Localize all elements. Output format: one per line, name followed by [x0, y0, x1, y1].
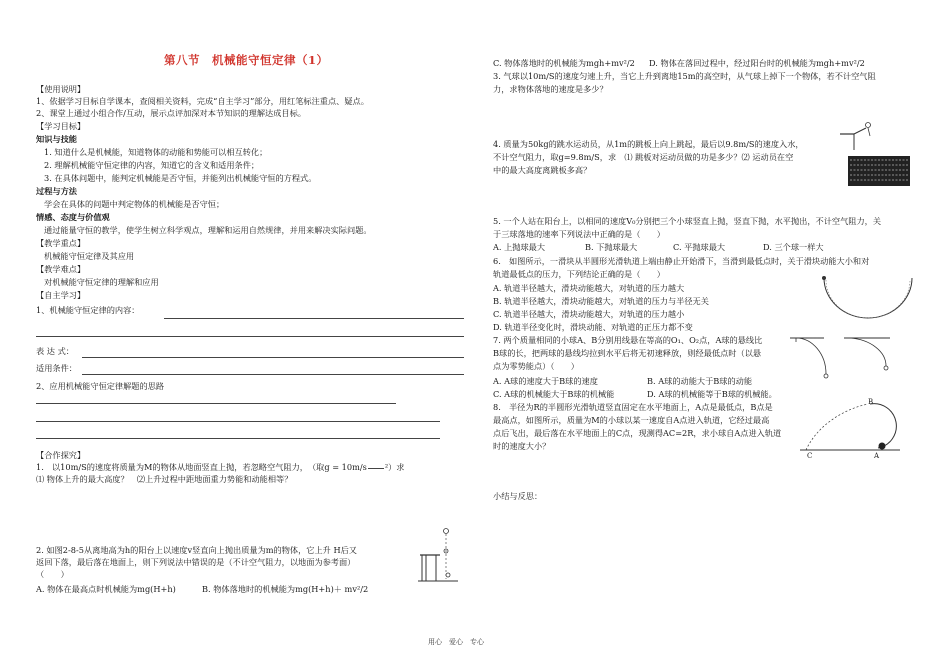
balcony-figure — [418, 525, 458, 585]
usage-line-2: 2、课堂上通过小组合作/互动，展示点评加深对本节知识的理解达成目标。 — [36, 108, 306, 118]
page-footer: 用心 爱心 专心 — [428, 638, 484, 646]
condition-label: 适用条件： — [36, 363, 77, 373]
question-6-option-b: B. 轨道半径越大，滑块动能越大，对轨道的压力与半径无关 — [493, 296, 709, 306]
question-8-line-4: 时的速度大小？ — [493, 441, 551, 451]
knowledge-item-2: 2. 理解机械能守恒定律的内容，知道它的含义和适用条件； — [44, 160, 260, 170]
goals-heading: 【学习目标】 — [36, 121, 86, 131]
diving-board-figure — [840, 120, 915, 192]
question-2-line-1: 2. 如图2-8-5从离地高为h的阳台上以速度v竖直向上抛出质量为m的物体，它上升 H后又 — [36, 545, 357, 555]
knowledge-heading: 知识与技能 — [36, 134, 77, 144]
answer-line — [164, 318, 464, 319]
blank-rule — [368, 468, 384, 469]
question-6-option-d: D. 轨道半径变化时，滑块动能、对轨道的正压力都不变 — [493, 322, 693, 332]
question-8-line-1: 8. 半径为R的半圆形光滑轨道竖直固定在水平地面上，A点是最低点，B点是 — [493, 402, 773, 412]
attitude-heading: 情感、态度与价值观 — [36, 212, 110, 222]
question-2-line-2: 返回下落，最后落在地面上，则下列说法中错误的是（不计空气阻力，以地面为参考面） — [36, 557, 356, 567]
self-study-heading: 【自主学习】 — [36, 290, 86, 300]
question-6-line-2: 轨道最低点的压力，下列结论正确的是（ ） — [493, 269, 665, 279]
point-label-b: B — [868, 398, 874, 406]
cooperation-heading: 【合作探究】 — [36, 450, 86, 460]
cooperation-question-1-tail: ²）求 — [384, 462, 405, 472]
question-6-option-c: C. 轨道半径越大，滑块动能越大，对轨道的压力越小 — [493, 309, 685, 319]
page-title: 第八节 机械能守恒定律（1） — [164, 53, 329, 67]
summary-label: 小结与反思： — [493, 491, 543, 501]
question-7-option-a: A. A球的速度大于B球的速度 — [493, 376, 598, 386]
process-heading: 过程与方法 — [36, 186, 77, 196]
question-3-line-2: 力，求物体落地的速度是多少？ — [493, 84, 608, 94]
question-7-option-c: C. A球的机械能大于B球的机械能 — [493, 389, 615, 399]
question-4-line-1: 4. 质量为50kg的跳水运动员，从1m的跳板上向上跳起，最后以9.8m/S的速度入水， — [493, 139, 804, 149]
process-item-1: 学会在具体的问题中判定物体的机械能是否守恒； — [44, 199, 225, 209]
question-5-option-c: C. 平抛球最大 — [673, 242, 726, 252]
semicircle-track-figure — [820, 276, 916, 324]
cooperation-question-1-parts: ⑴ 物体上升的最大高度？ ⑵上升过程中距地面重力势能和动能相等？ — [36, 474, 293, 484]
expression-label: 表 达 式： — [36, 346, 74, 356]
answer-line — [36, 438, 440, 439]
question-5-option-b: B. 下抛球最大 — [585, 242, 638, 252]
difficulty-heading: 【教学难点】 — [36, 264, 86, 274]
knowledge-item-1: 1. 知道什么是机械能，知道物体的动能和势能可以相互转化； — [44, 147, 268, 157]
question-7-line-2: B球的长，把两球的悬线均拉到水平后将无初速释放，则经最低点时（以悬 — [493, 348, 762, 358]
question-5-line-2: 于三球落地的速率下列说法中正确的是（ ） — [493, 229, 665, 239]
answer-line — [36, 336, 464, 337]
question-8-line-3: 点后飞出，最后落在水平地面上的C点，现测得AC=2R，求小球自A点进入轨道 — [493, 428, 782, 438]
question-6-line-1: 6. 如图所示，一滑块从半圆形光滑轨道上端由静止开始滑下，当滑到最低点时，关于滑块动能大小和对 — [493, 256, 870, 266]
usage-line-1: 1、依据学习目标自学课本，查阅相关资料，完成“自主学习”部分，用红笔标注重点、疑点。 — [36, 96, 369, 106]
question-5-option-a: A. 上抛球最大 — [493, 242, 546, 252]
self-study-question-1: 1、机械能守恒定律的内容： — [36, 305, 140, 315]
water-block — [848, 156, 910, 186]
question-5-line-1: 5. 一个人站在阳台上，以相同的速度V₀分别把三个小球竖直上抛，竖直下抛，水平抛出，不计空气阻力，关 — [493, 216, 882, 226]
answer-line — [36, 421, 440, 422]
question-2-option-b: B. 物体落地时的机械能为mg(H+h)＋ mv²/2 — [202, 584, 369, 594]
question-2-option-a: A. 物体在最高点时机械能为mg(H+h) — [36, 584, 176, 594]
question-4-line-2: 不计空气阻力，取g=9.8m/S，求 ⑴ 跳板对运动员做的功是多少？⑵ 运动员在空 — [493, 152, 794, 162]
cooperation-question-1 — [36, 462, 404, 473]
question-2-option-c: C. 物体落地时的机械能为mgh+mv²/2 — [493, 58, 635, 68]
question-5-option-d: D. 三个球一样大 — [763, 242, 824, 252]
question-7-option-b: B. A球的动能大于B球的动能 — [647, 376, 753, 386]
point-label-a: A — [874, 452, 880, 460]
question-8-line-2: 最高点，如图所示，质量为M的小球以某一速度自A点进入轨道，它经过最高 — [493, 415, 770, 425]
answer-line — [82, 357, 464, 358]
difficulty-item: 对机械能守恒定律的理解和应用 — [44, 277, 159, 287]
question-3-line-1: 3. 气球以10m/S的速度匀速上升，当它上升到离地15m的高空时，从气球上掉下一个物体，若不计空气阻 — [493, 71, 876, 81]
answer-line — [36, 403, 396, 404]
loop-trajectory-figure — [800, 398, 902, 458]
attitude-item-1: 通过能量守恒的教学，使学生树立科学观点，理解和运用自然规律，并用来解决实际问题。 — [44, 225, 372, 235]
question-7-option-d: D. A球的机械能等于B球的机械能。 — [647, 389, 777, 399]
question-2-option-d: D. 物体在落回过程中，经过阳台时的机械能为mgh+mv²/2 — [649, 58, 865, 68]
key-point-heading: 【教学重点】 — [36, 238, 86, 248]
key-point-item: 机械能守恒定律及其应用 — [44, 251, 135, 261]
question-6-option-a: A. 轨道半径越大，滑块动能越大，对轨道的压力越大 — [493, 283, 685, 293]
self-study-question-2: 2、应用机械能守恒定律解题的思路 — [36, 381, 165, 391]
cooperation-question-1-text: 1. 以10m/S的速度将质量为M的物体从地面竖直上抛，若忽略空气阻力， （取g = 10m/s — [36, 462, 367, 472]
question-7-line-1: 7. 两个质量相同的小球A、B分别用线悬在等高的O₁、O₂点，A球的悬线比 — [493, 335, 763, 345]
usage-heading: 【使用说明】 — [36, 84, 86, 94]
question-7-line-3: 点为零势能点）（ ） — [493, 361, 579, 371]
question-2-line-3: （ ） — [36, 569, 69, 579]
point-label-c: C — [807, 452, 813, 460]
question-4-line-3: 中的最大高度离跳板多高？ — [493, 165, 592, 175]
answer-line — [82, 374, 464, 375]
knowledge-item-3: 3. 在具体问题中，能判定机械能是否守恒，并能列出机械能守恒的方程式。 — [44, 173, 317, 183]
pendulum-figure — [790, 334, 912, 384]
